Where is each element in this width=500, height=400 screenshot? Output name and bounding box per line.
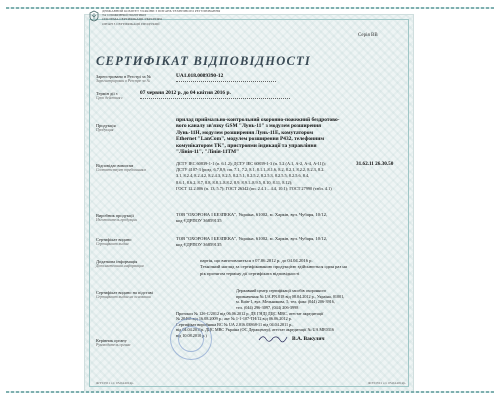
issued-to-sublabel: Сертификат выдан [96,242,129,246]
header-line: СИСТЕМА СЕРТИФІКАЦІЇ УКРСЕПРО [102,17,163,22]
ornament-border-bottom [6,391,494,393]
issuer-header [102,9,316,26]
conformity-label: Відповідає вимогам [96,163,134,168]
product-line: Лунь-11Н, модулем розширення Лунь-11Е, комутатором [176,129,314,136]
manufacturer-label: Виробник продукції [96,213,134,218]
product-label-block [96,123,116,133]
issued-to-label: Сертифікат видано [96,237,132,242]
issued-to-line: код ЄДРПОУ 36859135 [176,242,222,248]
registered-sublabel: Зарегистрирован в Реестре за № [96,79,151,83]
term-label-block [96,91,123,101]
product-line: вого каналу зв'язку GSM "Лунь-11" з модулем розширення [176,123,322,130]
certificate-title: СЕРТИФІКАТ ВІДПОВІДНОСТІ [96,54,311,68]
official-stamp [170,318,212,360]
registered-label: Зареєстровано в Реєстрі за № [96,74,151,79]
registered-label-block [96,74,151,84]
basis-line: Протокол № 12б-С/2012 від 06.06.2012 р. ДЕ ГНДІ ДЦС МВС, атестат акредитації [176,311,324,316]
basis-label-block [96,290,153,300]
registration-number: UA1.018.0089390-12 [176,73,224,79]
basis-line: тел. (044) 296-3097, (044) 206-3998 [236,304,299,310]
conformity-sublabel: Соответствует требованиям [96,168,146,172]
header-line: ТА СПОЖИВЧОЇ ПОЛІТИКИ [102,13,146,18]
basis-line: від 04.04.2011р. ДЦС МВС Україна (ОС Держцентр), атестат акредитації № UA МЕ0316 [176,327,335,333]
product-label: Продукція [96,123,116,128]
footer-right: Ф/УСЄ01 с.т. 05.04.2012р. [368,381,406,385]
validity-term: 07 червня 2012 р. до 04 квітня 2016 р. [140,90,231,96]
standard-line: ГОСТ 12.2.006 (п. 13, 5.7); ГОСТ 26342 (пп. 2.4.1 – 4.4, 10.1); ГОСТ 27990 (табл. 4.1) [176,185,332,191]
issued-to-line: ТОВ "ОХОРОНА І БЕЗПЕКА", Україна, 61002, м. Харків, вул. Чубаря, 10/12, [176,236,328,241]
handwritten-signature [258,333,288,343]
basis-line: Сертифікат виробника ВС № UA 2.016.03868-11 від 04.04.2011 р., [176,321,294,327]
additional-label-block [96,259,144,269]
term-label: Термін дії з [96,91,118,96]
header-line: ДЕРЖАВНИЙ КОМІТЕТ УКРАЇНИ З ПИТАНЬ ТЕХНІЧНОГО РЕГУЛЮВАННЯ [102,9,221,13]
product-description [176,117,346,155]
signature-sublabel: Руководитель органа [96,343,131,347]
standard-line: ДСТУ IEC 60839-1-1 (п. 6.1.2); ДСТУ IEC 60839-1-3 (п. 5.2 (А.1, А-2, А-4, А-11)); [176,161,326,166]
manufacturer-label-block [96,213,137,223]
product-line: "Лінія-11", "Лінія-11ТМ" [176,149,240,156]
basis-line: призначення № UA.PN.018 від 08.04.2012 р., Україна, 01001, [236,293,345,299]
issued-to-label-block [96,237,131,247]
footer-left: Ф/УСЄ01 с.т. 05.04.2012р. [96,381,134,385]
standard-line: 8.6.1, 8.6.2, 8.7, 8.8, 8.8.1–8.8.2, 8.9, 8.9.1–8.9.5, 8.10, 8.11, 8.12); [176,179,293,185]
basis-line: № 20465 від 16.08.2009 р.; акт № 1-1-107-ТН/12 від 06.06.2012 р. [176,316,292,322]
manufacturer-line: ТОВ "ОХОРОНА І БЕЗПЕКА", Україна, 61002, м. Харків, вул. Чубаря, 10/12, [176,212,328,217]
manufacturer-line: код ЄДРПОУ 36859135 [176,218,222,224]
standard-line: 3.1, 8.2.4, 8.2.4.2, 8.2.4.3, 8.2.5, 8.2.5.1, 8.2.5.2, 8.2.5.3, 8.2.5.5, 8.2.5.6, 8.4, [176,173,310,179]
coat-of-arms-icon [88,10,100,25]
header-line: ОРГАН З СЕРТИФІКАЦІЇ ПРОДУКЦІЇ [102,21,160,26]
product-line: комунікатором ТК", пристроями індикації та управління [176,142,317,149]
basis-line: від 10.08.2010 р.) [176,332,207,338]
product-sublabel: Продукция [96,128,114,132]
additional-label: Додаткова інформація [96,259,138,264]
conformity-label-block [96,163,146,173]
divider [176,81,276,82]
divider [140,98,290,99]
term-sublabel: Срок действия с [96,96,123,100]
standard-line: ДСТУ 4107-3 (розд. 6,7,8,9, пп. 7.1, 7.2, 8.1, 8.1.1–8.1.6, 8.2, 8.2.1, 8.2.2, 8.2.3, 8.2. [176,167,325,173]
basis-sublabel: Сертификат выдан на основании [96,295,151,299]
signatory-name: В.А. Вакулич [292,336,325,342]
manufacturer-info [176,212,412,225]
signature-label: Керівник органу [96,338,127,343]
additional-line: Технічний нагляд за сертифікованою продукцією здійснюється один раз на [200,264,347,270]
additional-line: партія, що виготовляється з 07.06.2012 р. до 04.04.2016 р. [200,258,313,263]
product-line: Ethernet "LanCom", модулем розширення P432, телефонним [176,136,325,143]
footer [96,381,406,385]
manufacturer-sublabel: Изготовитель продукции [96,218,138,222]
product-line: прилад приймально-контрольний охоронно-пожежний бездротово- [176,117,340,123]
issued-to-info [176,236,412,249]
basis-line: м. Київ-1, вул. Мельникова, 5, тел. факс (044) 206-3916, [236,299,335,305]
signature-label-block [96,338,130,348]
additional-line: рік протягом терміну дії сертифіката відповідності [200,270,300,276]
conformity-standards [176,161,412,192]
series-label: Серія ВВ [358,33,378,38]
product-classification-code: 31.62.11 26.30.50 [356,161,394,167]
additional-info [200,258,412,277]
basis-label: Сертифікат видано на підставі [96,290,153,295]
basis-info [236,288,414,310]
additional-sublabel: Дополнительная информация [96,264,144,268]
basis-line: Державний центр сертифікації засобів охоронного [236,288,327,293]
